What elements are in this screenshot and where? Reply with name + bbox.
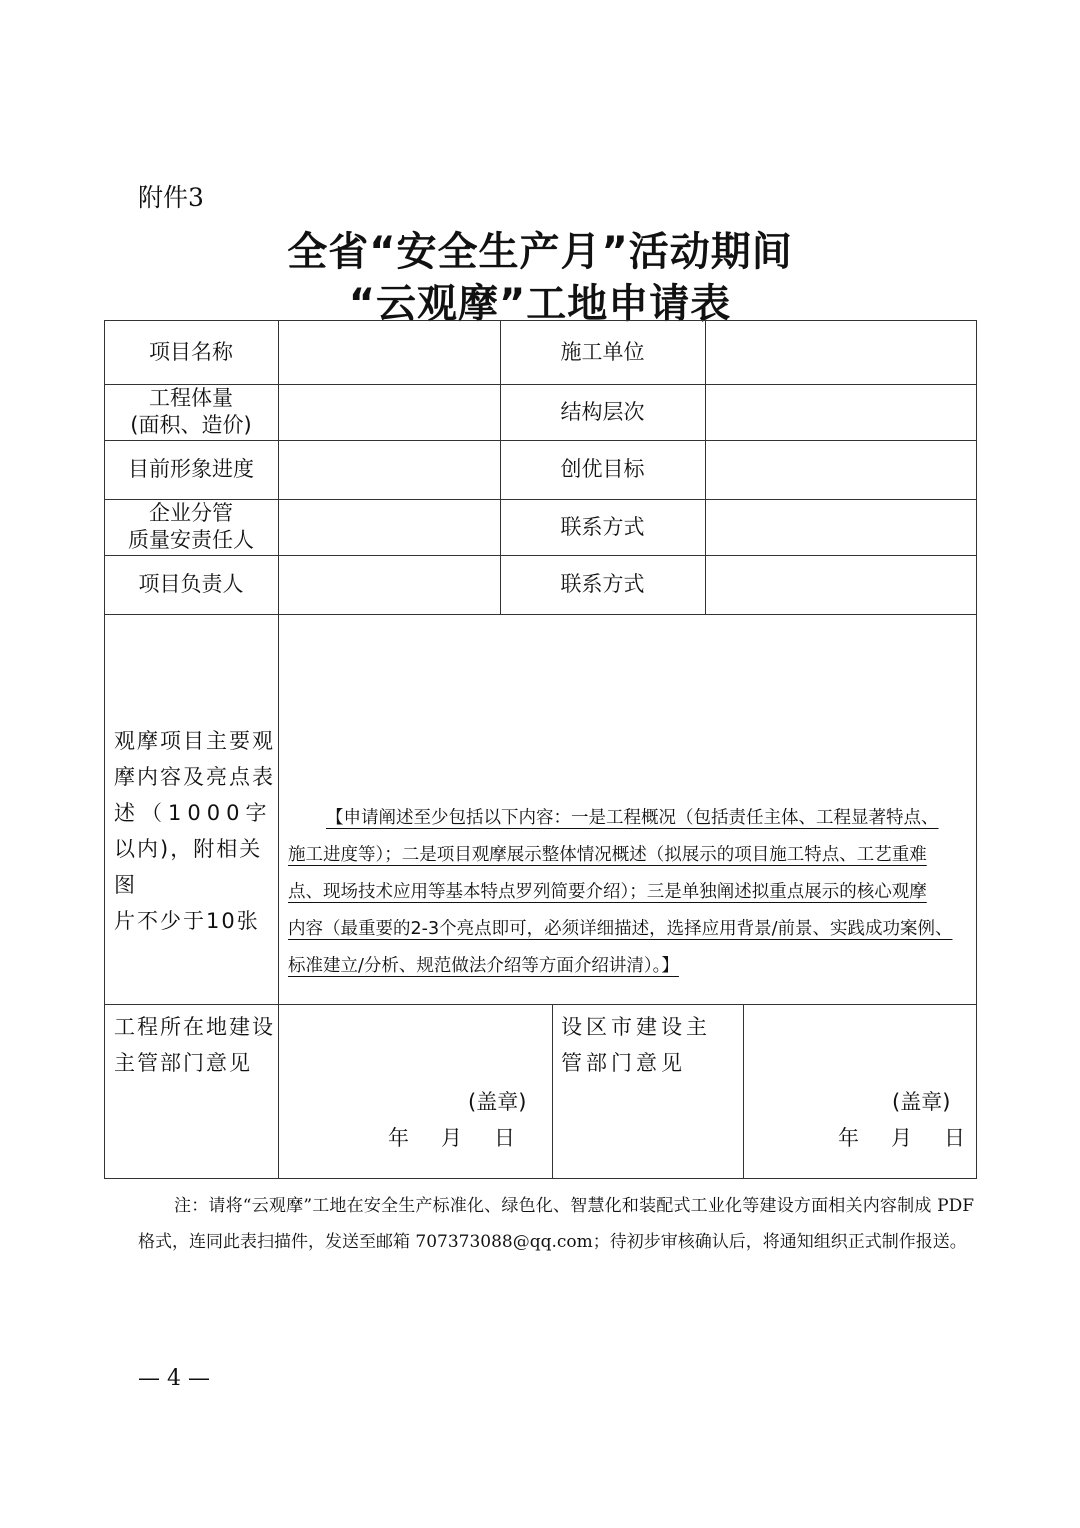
seal-label: (盖章) [468,1090,527,1114]
local-authority-opinion-label: 工程所在地建设 主管部门意见 [114,1015,275,1075]
contact-field[interactable] [706,500,976,554]
city-authority-opinion-label: 设区市建设主 管部门意见 [561,1015,711,1075]
excellence-goal-label: 创优目标 [560,457,645,481]
progress-label: 目前形象进度 [128,457,254,481]
date-label: 年 月 日 [838,1126,967,1150]
project-name-field[interactable] [279,321,499,383]
project-volume-field[interactable] [279,385,499,439]
safety-officer-label: 企业分管 质量安责任人 [128,501,254,552]
contact-label: 联系方式 [560,572,645,596]
submission-note: 注：请将“云观摩”工地在安全生产标准化、绿色化、智慧化和装配式工业化等建设方面相关内容制成 PDF 格式，连同此表扫描件，发送至邮箱 707373088@qq.com；待初步审核确认后，将通知组织正式制作报送。 [138,1196,974,1252]
date-label: 年 月 日 [388,1126,517,1150]
project-volume-label: 工程体量 (面积、造价) [130,386,252,437]
excellence-goal-field[interactable] [706,441,976,498]
contact-label: 联系方式 [560,514,645,539]
page-number: — 4 — [138,1366,210,1391]
form-title-line1: 全省“安全生产月”活动期间 [287,229,793,275]
structure-levels-field[interactable] [706,385,976,439]
contractor-field[interactable] [706,321,976,383]
contractor-label: 施工单位 [560,339,645,364]
project-manager-label: 项目负责人 [138,572,244,596]
column-divider [552,1004,553,1179]
content-description-label: 观摩项目主要观 摩内容及亮点表 述（1000字 以内)，附相关图 片不少于10张 [114,729,275,933]
safety-officer-field[interactable] [279,500,499,554]
project-manager-field[interactable] [279,556,499,613]
contact-field[interactable] [706,556,976,613]
project-name-label: 项目名称 [149,339,233,364]
content-instructions: 【申请阐述至少包括以下内容：一是工程概况（包括责任主体、工程显著特点、 施工进度等）；二是项目观摩展示整体情况概述（拟展示的项目施工特点、工艺重难 点、现场技术应用等基本特点罗列简要介绍）；三是单独阐述拟重点展示的核心观摩 内容（最重要的2-3个亮点即可，必须详细描述，选择应用背景/前景、实践成功案例、 标准建立/分析、规范做法介绍等方面介绍讲清）。】 [288,808,953,976]
progress-field[interactable] [279,441,499,498]
structure-levels-label: 结构层次 [560,399,645,424]
attachment-label: 附件3 [138,183,204,212]
seal-label: (盖章) [892,1090,951,1114]
form-title-line2: “云观摩”工地申请表 [348,281,732,327]
